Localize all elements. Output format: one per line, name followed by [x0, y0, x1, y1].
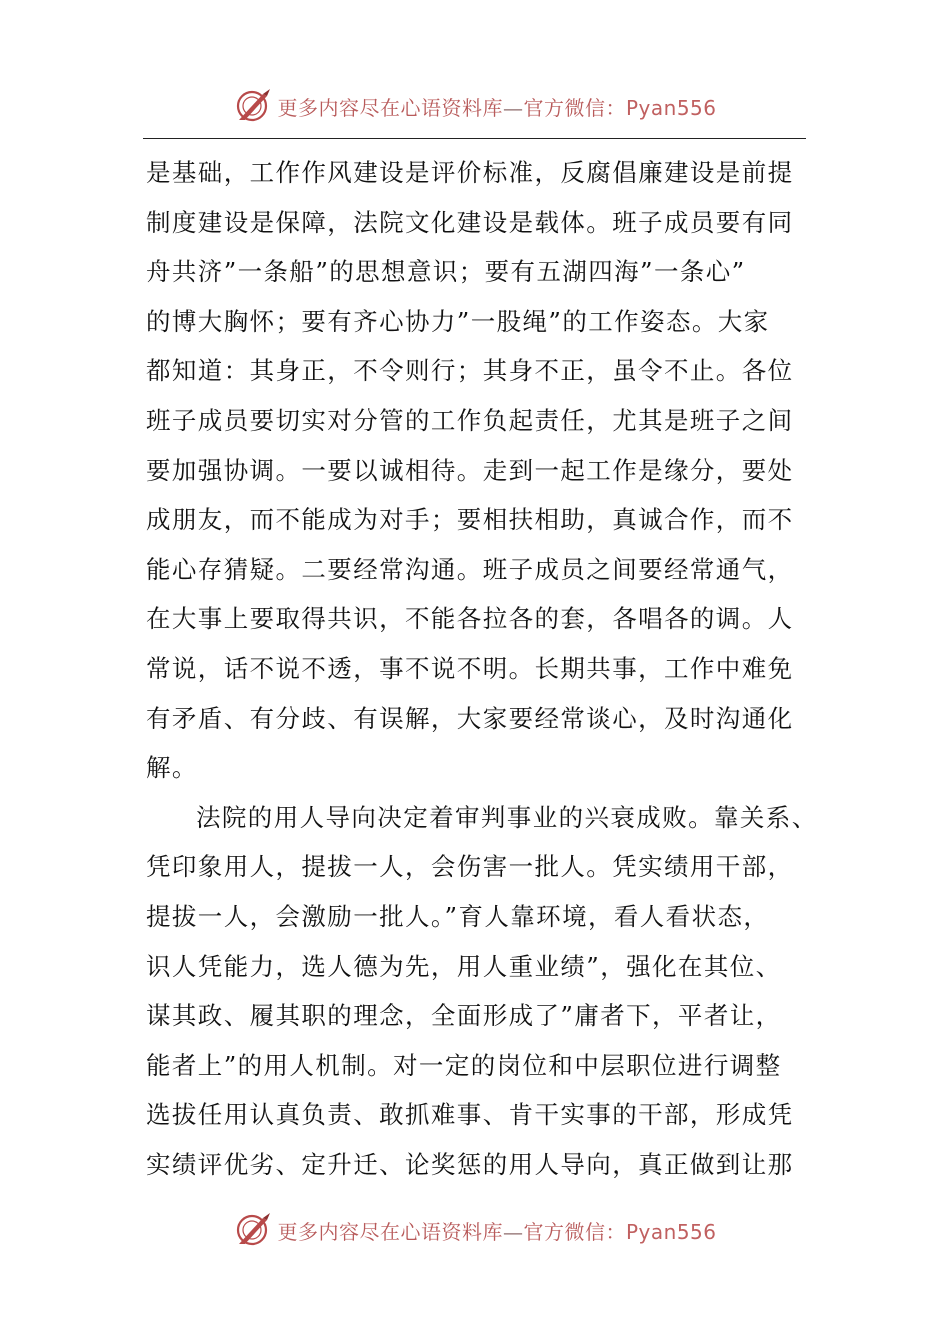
text-line: 在大事上要取得共识，不能各拉各的套，各唱各的调。人 [146, 604, 794, 634]
text-line: 能者上”的用人机制。对一定的岗位和中层职位进行调整 [146, 1050, 782, 1080]
text-line: 解。 [146, 753, 198, 783]
banner-separator: — [502, 1219, 524, 1244]
text-line: 选拔任用认真负责、敢抓难事、肯干实事的干部，形成凭 [146, 1100, 794, 1130]
banner-text [277, 92, 716, 121]
footer-banner [0, 1208, 950, 1252]
text-line: 谋其政、履其职的理念，全面形成了”庸者下，平者让， [146, 1001, 782, 1031]
banner-wechat-id: Pyan556 [625, 1219, 717, 1244]
banner-main: 更多内容尽在心语资料库 [277, 1219, 503, 1244]
text-line: 的博大胸怀；要有齐心协力”一股绳”的工作姿态。大家 [146, 306, 770, 336]
text-line: 实绩评优劣、定升迁、论奖惩的用人导向，真正做到让那 [146, 1149, 794, 1179]
banner-wechat-id: Pyan556 [625, 95, 717, 120]
text-line: 都知道：其身正，不令则行；其身不正，虽令不止。各位 [146, 356, 794, 386]
header-rule [143, 138, 806, 139]
text-line: 成朋友，而不能成为对手；要相扶相助，真诚合作，而不 [146, 505, 794, 535]
banner-label: 官方微信： [523, 95, 626, 120]
text-line: 是基础，工作作风建设是评价标准，反腐倡廉建设是前提 [146, 158, 794, 187]
text-line: 识人凭能力，选人德为先，用人重业绩”，强化在其位、 [146, 951, 782, 981]
text-line: 常说，话不说不透，事不说不明。长期共事，工作中难免 [146, 653, 794, 683]
text-line: 舟共济”一条船”的思想意识；要有五湖四海”一条心” [146, 257, 746, 287]
text-line: 有矛盾、有分歧、有误解，大家要经常谈心，及时沟通化 [146, 703, 794, 733]
banner-separator: — [502, 95, 524, 120]
document-body [146, 148, 818, 1189]
text-line: 班子成员要切实对分管的工作负起责任，尤其是班子之间 [146, 405, 794, 435]
banner-text [277, 1216, 716, 1245]
text-line: 提拔一人，会激励一批人。”育人靠环境，看人看状态， [146, 901, 770, 931]
quill-logo-icon [233, 1210, 273, 1250]
header-banner [0, 84, 950, 128]
paragraph-start-line: 法院的用人导向决定着审判事业的兴衰成败。靠关系、 [196, 802, 818, 832]
text-line: 凭印象用人，提拔一人，会伤害一批人。凭实绩用干部， [146, 852, 794, 882]
banner-label: 官方微信： [523, 1219, 626, 1244]
text-line: 能心存猜疑。二要经常沟通。班子成员之间要经常通气， [146, 554, 794, 584]
quill-logo-icon [233, 86, 273, 126]
text-line: 要加强协调。一要以诚相待。走到一起工作是缘分，要处 [146, 455, 794, 485]
banner-main: 更多内容尽在心语资料库 [277, 95, 503, 120]
text-line: 制度建设是保障，法院文化建设是载体。班子成员要有同 [146, 207, 794, 237]
